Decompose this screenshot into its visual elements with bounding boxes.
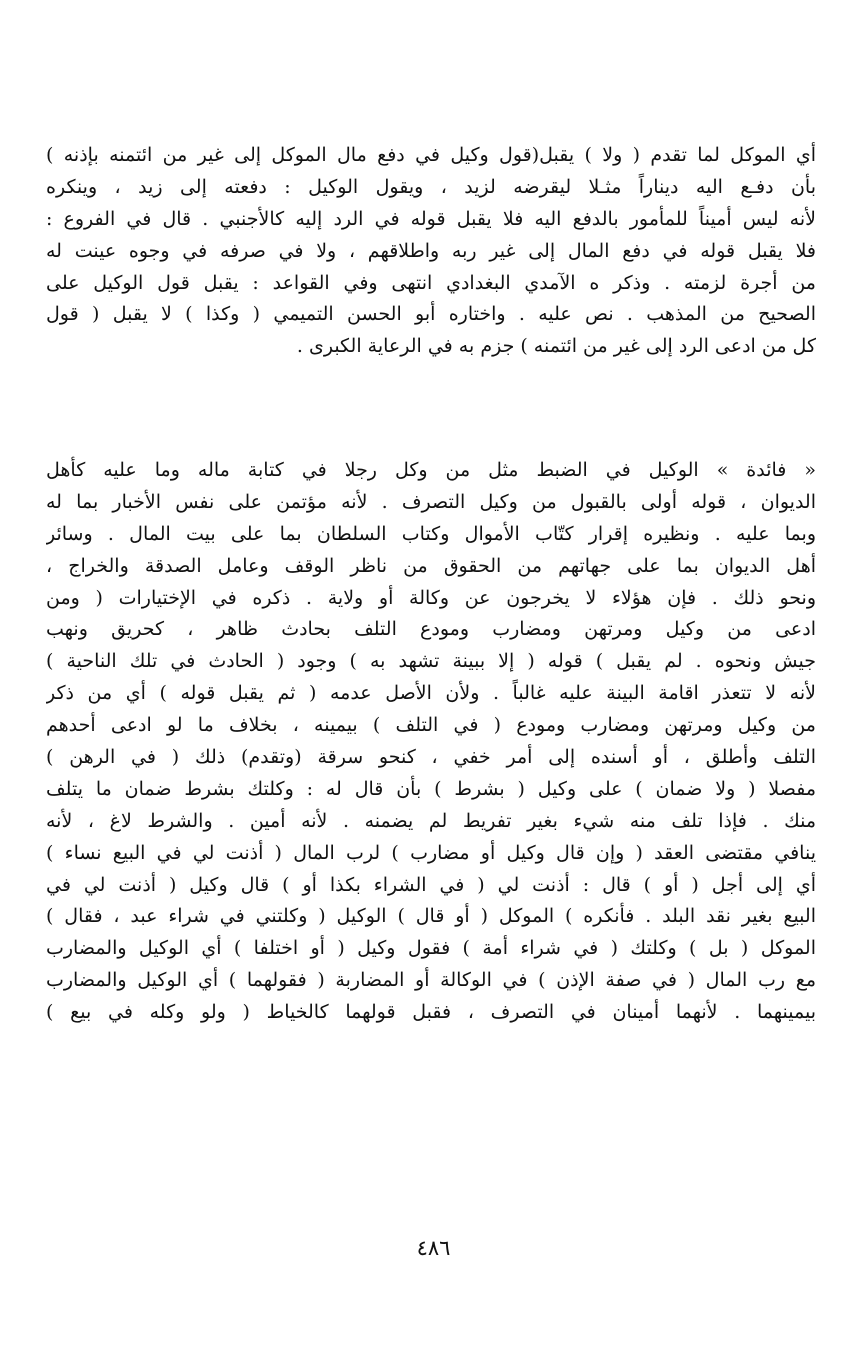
text-line: ادعى من وكيل ومرتهن ومضارب ومودع التلف بحادث ظاهر ، كحريق ونهب xyxy=(46,618,816,641)
text-line: ونحو ذلك . فإن هؤلاء لا يخرجون عن وكالة أو ولاية . ذكره في الإختيارات ( ومن xyxy=(46,586,816,609)
text-line: أي الموكل لما تقدم ( ولا ) يقبل(قول وكيل في دفع مال الموكل إلى غير من ائتمنه بإذنه ) xyxy=(46,144,816,166)
text-line: من وكيل ومرتهن ومضارب ومودع ( في التلف ) بيمينه ، بخلاف ما لو ادعى أحدهم xyxy=(46,714,816,737)
text-line: مفصلا ( ولا ضمان ) على وكيل ( بشرط ) بأن قال له : وكلتك بشرط ضمان ما يتلف xyxy=(46,777,816,800)
text-line: لأنه لا تتعذر اقامة البينة عليه غالباً . ولأن الأصل عدمه ( ثم يقبل قوله ) أي من ذكر xyxy=(46,682,816,705)
text-line: مع رب المال ( في صفة الإذن ) في الوكالة أو المضاربة ( فقولهما ) أي الوكيل والمضارب xyxy=(46,969,816,992)
text-line: البيع بغير نقد البلد . فأنكره ) الموكل ( أو قال ) الوكيل ( وكلتني في شراء عبد ، فقال ) xyxy=(46,905,816,928)
paragraph-1 xyxy=(46,140,816,363)
text-line: فلا يقبل قوله في دفع المال إلى غير ربه واطلاقهم ، ولا في صرفه في وجوه عينت له xyxy=(46,239,816,262)
text-line: جيش ونحوه . لم يقبل ) قوله ( إلا ببينة تشهد به ) وجود ( الحادث في تلك الناحية ) xyxy=(46,650,816,673)
page-number: ٤٨٦ xyxy=(416,1236,451,1260)
text-line: بيمينهما . لأنهما أمينان في التصرف ، فقبل قولهما كالخياط ( ولو وكله في بيع ) xyxy=(46,1001,816,1024)
text-line: كل من ادعى الرد إلى غير من ائتمنه ) جزم به في الرعاية الكبرى . xyxy=(296,335,816,358)
text-line: أي إلى أجل ( أو ) قال : أذنت لي ( في الشراء بكذا أو ) قال وكيل ( أذنت لي في xyxy=(46,873,816,896)
paragraph-2 xyxy=(46,455,816,1029)
text-line: الصحيح من المذهب . نص عليه . واختاره أبو الحسن التميمي ( وكذا ) لا يقبل ( قول xyxy=(46,303,816,326)
text-line: من أجرة لزمته . وذكر ه الآمدي البغدادي انتهى وفي القواعد : يقبل قول الوكيل على xyxy=(46,271,816,294)
text-line: الموكل ( بل ) وكلتك ( في شراء أمة ) فقول وكيل ( أو اختلفا ) أي الوكيل والمضارب xyxy=(46,937,816,960)
text-line: « فائدة » الوكيل في الضبط مثل من وكل رجلا في كتابة ماله وما عليه كأهل xyxy=(46,459,816,481)
text-line: لأنه ليس أميناً للمأمور بالدفع اليه فلا يقبل قوله في الرد إليه كالأجنبي . قال في الفروع : xyxy=(46,207,816,230)
text-line: ينافي مقتضى العقد ( وإن قال وكيل أو مضارب ) لرب المال ( أذنت لي في البيع نساء ) xyxy=(46,841,816,864)
text-line: أهل الديوان بما على جهاتهم من الحقوق من ناظر الوقف وعامل الصدقة والخراج ، xyxy=(46,554,816,577)
text-line: وبما عليه . ونظيره إقرار كتّاب الأموال وكتاب السلطان بما على بيت المال . وسائر xyxy=(46,522,816,545)
text-line: منك . فإذا تلف منه شيء بغير تفريط لم يضمنه . لأنه أمين . والشرط لاغ ، لأنه xyxy=(46,809,816,832)
text-line: التلف وأطلق ، أو أسنده إلى أمر خفي ، كنحو سرقة (وتقدم) ذلك ( في الرهن ) xyxy=(46,746,816,769)
text-line: بأن دفـع اليه ديناراً مثـلا ليقرضه لزيد ، ويقول الوكيل : دفعته إلى زيد ، وينكره xyxy=(46,175,816,198)
text-line: الديوان ، قوله أولى بالقبول من وكيل التصرف . لأنه مؤتمن على نفس الأخبار بما له xyxy=(46,490,816,513)
